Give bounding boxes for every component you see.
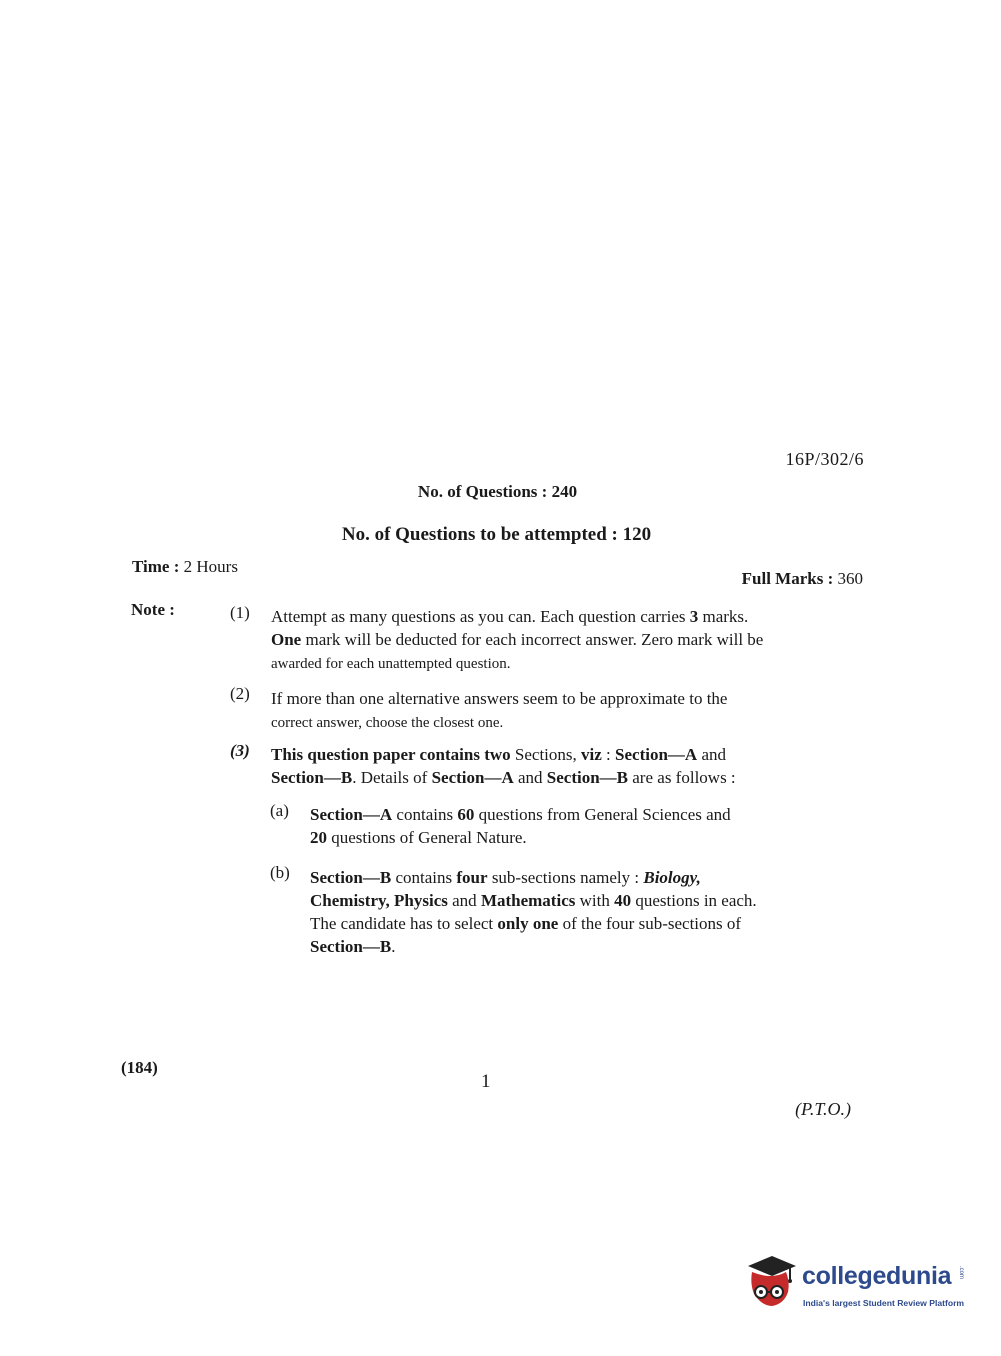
sub-b-i: with [575, 891, 615, 910]
pto-label: (P.T.O.) [795, 1099, 851, 1119]
note-2-number: (2) [230, 684, 250, 703]
sub-b-text [310, 866, 858, 958]
sub-b-l: The candidate has to select [310, 914, 498, 933]
note-3-a: This question paper contains [271, 745, 485, 764]
note-3-f: Section—A [615, 745, 698, 764]
note-3-k: and [513, 768, 547, 787]
time-value: 2 Hours [183, 557, 238, 576]
note-1-c: marks. [698, 607, 749, 626]
note-3-i: . Details of [352, 768, 432, 787]
note-3-g: and [697, 745, 726, 764]
note-3-d: viz [581, 745, 602, 764]
total-questions-text: No. of Questions : 240 [417, 482, 578, 501]
full-marks [742, 569, 863, 589]
sub-b-d: sub-sections namely : [487, 868, 644, 887]
note-3-e: : [601, 745, 616, 764]
marks-value: 360 [837, 569, 863, 588]
attempt-text: No. of Questions to be attempted : 120 [341, 524, 652, 545]
note-label: Note : [131, 600, 175, 619]
sub-b-m: only one [497, 914, 559, 933]
note-3-m: are as follows : [628, 768, 736, 787]
watermark-tagline: India's largest Student Review Platform [803, 1298, 965, 1308]
sub-b-b: contains [391, 868, 457, 887]
note-1-f: awarded for each unattempted question. [271, 656, 511, 672]
sub-b-h: Mathematics [480, 891, 576, 910]
note-1-b: 3 [689, 607, 699, 626]
paper-number: (184) [121, 1058, 158, 1077]
collegedunia-mascot-icon [742, 1254, 800, 1316]
sub-a-b: contains [392, 805, 458, 824]
note-2-a: If more than one alternative answers seem to be approximate to the [271, 689, 728, 708]
time-key: Time : [132, 557, 180, 576]
sub-b-o: Section—B [310, 937, 392, 956]
sub-b-c: four [456, 868, 488, 887]
note-3-h: Section—B [271, 768, 353, 787]
note-3-j: Section—A [431, 768, 514, 787]
total-questions [0, 482, 1001, 502]
note-1-d: One [271, 630, 302, 649]
note-2-text [271, 687, 863, 735]
note-1-e: mark will be deducted for each incorrect answer. Zero mark will be [301, 630, 764, 649]
sub-b-k: questions in each. [631, 891, 757, 910]
note-1-text [271, 605, 863, 676]
marks-key: Full Marks : [741, 569, 834, 588]
note-3-text [271, 743, 863, 789]
note-3-number: (3) [230, 741, 250, 760]
note-3-l: Section—B [546, 768, 629, 787]
sub-b-f: Chemistry, Physics [310, 891, 448, 910]
note-2-b: correct answer, choose the closest one. [271, 715, 504, 731]
sub-a-e: 20 [310, 828, 327, 847]
sub-b-g: and [447, 891, 481, 910]
paper-code: 16P/302/6 [785, 449, 864, 469]
sub-a-a: Section—A [310, 805, 393, 824]
sub-a-f: questions of General Nature. [327, 828, 527, 847]
watermark-brand-suffix: .com [958, 1266, 964, 1280]
time-allowed [132, 557, 238, 577]
note-3-c: Sections, [510, 745, 582, 764]
watermark-brand: collegedunia [802, 1262, 952, 1290]
sub-b-j: 40 [614, 891, 632, 910]
sub-b-number: (b) [270, 863, 290, 882]
sub-a-c: 60 [457, 805, 475, 824]
note-1-number: (1) [230, 603, 250, 622]
sub-a-d: questions from General Sciences and [474, 805, 731, 824]
sub-b-p: . [391, 937, 396, 956]
sub-a-number: (a) [270, 801, 289, 820]
page-number: 1 [481, 1071, 491, 1092]
sub-b-n: of the four sub-sections of [558, 914, 742, 933]
sub-b-e: Biology, [643, 868, 701, 887]
sub-b-a: Section—B [310, 868, 392, 887]
note-1-a: Attempt as many questions as you can. Each question carries [271, 607, 690, 626]
sub-a-text [310, 803, 858, 849]
note-3-b: two [484, 745, 511, 764]
questions-to-attempt [0, 524, 1001, 546]
